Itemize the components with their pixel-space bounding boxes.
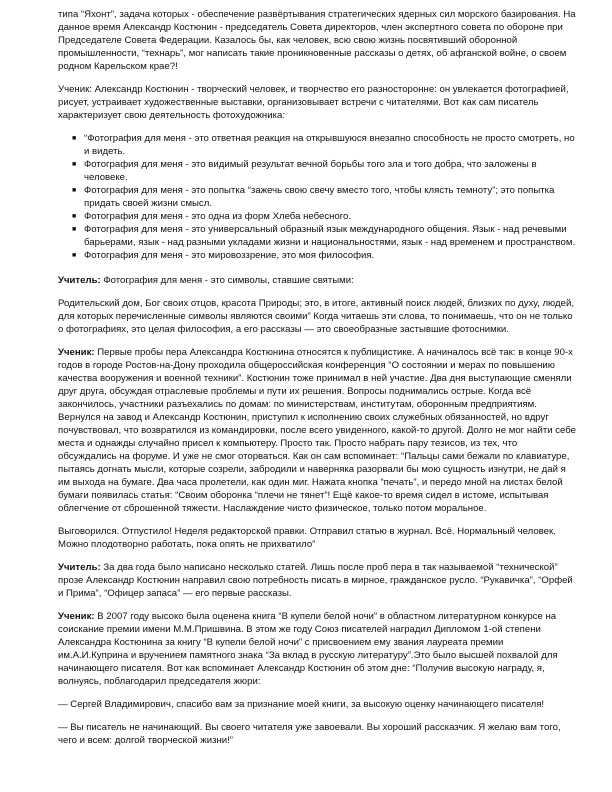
list-item: ■ Фотография для меня - это попытка “зажечь свою свечу вместо того, чтобы клясть темноту”; это попытка придать своей жизни смысл.	[72, 184, 576, 210]
paragraph-dialogue-reply: — Вы писатель не начинающий. Вы своего читателя уже завоевали. Вы хороший рассказчик. Я желаю вам того, чего и всем: долгой творческой жизни!”	[58, 722, 561, 746]
paragraph-text: Фотография для меня - это символы, ставшие святыми:	[100, 275, 354, 286]
paragraph-spoke-out: Выговорился. Отпустило! Неделя редакторской правки. Отправил статью в журнал. Всё. Нормальный человек. Можно плодотворно работать, пока опять не прихватило”	[58, 526, 556, 550]
paragraph-student-first-works	[58, 346, 576, 515]
paragraph-teacher-symbols	[58, 274, 576, 287]
paragraph-student-award	[58, 610, 576, 688]
speaker-label: Учитель:	[58, 562, 101, 573]
speaker-label: Ученик:	[58, 611, 95, 622]
paragraph-intro: типа “Яхонт”, задача которых - обеспечение развёртывания стратегических ядерных сил морского базирования. На данное время Александр Костюнин - председатель Совета директоров, член экспертного совета по обороне при Председателе Совета Федерации. Казалось бы, как человек, всю свою жизнь посвятивший оборонной промышленности, “технарь”, мог написать такие проникновенные рассказы о детях, об афганской войне, о своем родном Карельском крае?!	[58, 9, 576, 72]
speaker-label: Ученик:	[58, 347, 95, 358]
bullet-list-photography	[58, 132, 576, 262]
paragraph-student-creative: Ученик: Александр Костюнин - творческий человек, и творчество его разносторонне: он увлекается фотографией, рисует, устраивает художественные выставки, организовывает встречи с читателями. Вот как сам писатель характеризует свою деятельность фотохудожника:	[58, 84, 569, 121]
speaker-label: Учитель:	[58, 275, 101, 286]
paragraph-parents-home: Родительский дом, Бог своих отцов, красота Природы; это, в итоге, активный поиск людей, близких по духу, людей, для которых перечисленные символы являются своими” Когда читаешь эти слова, то понимаешь, что он не только о фотографиях, это целая философия, а его рассказы — это своеобразные застывшие фотоснимки.	[58, 298, 574, 335]
list-item: ■ Фотография для меня - это мировоззрение, это моя философия.	[72, 249, 576, 262]
list-item: ■ Фотография для меня - это универсальный образный язык международного общения. Язык - над речевыми барьерами, язык - над разными укладами жизни и национальностями, язык - над временем и пространством.	[72, 223, 576, 249]
list-item: ■ “Фотография для меня - это ответная реакция на открывшуюся внезапно способность не просто смотреть, но и видеть.	[72, 132, 576, 158]
paragraph-teacher-articles	[58, 561, 576, 600]
paragraph-text: В 2007 году высоко была оценена книга “В купели белой ночи” в областном литературном конкурсе на соискание премии имени М.М.Пришвина. В этом же году Союз писателей наградил Дипломом 1-ой степени Александра Костюнина за книгу “В купели белой ночи” с присвоением ему звания лауреата премии им.А.И.Куприна и вручением памятного знака “За вклад в русскую литературу”.Это было высшей похвалой для начинающего писателя. Вот как вспоминает Александр Костюнин об этом дне: “Получив высокую награду, я, волнуясь, поблагодарил председателя жюри:	[58, 611, 558, 687]
list-item: ■ Фотография для меня - это видимый результат вечной борьбы того зла и того добра, что заложены в человеке.	[72, 158, 576, 184]
paragraph-text: За два года было написано несколько статей. Лишь после проб пера в так называемой “технической” прозе Александр Костюнин направил свою потребность писать в мирное, гражданское русло. “Рукавичка”, “Орфей и Прима”, “Офицер запаса” — его первые рассказы.	[58, 562, 573, 599]
list-item: ■ Фотография для меня - это одна из форм Хлеба небесного.	[72, 210, 576, 223]
paragraph-dialogue-thanks: — Сергей Владимирович, спасибо вам за признание моей книги, за высокую оценку начинающего писателя!	[58, 699, 545, 710]
paragraph-text: Первые пробы пера Александра Костюнина относятся к публицистике. А начиналось всё так: в конце 90-х годов в городе Ростов-на-Дону проходила общероссийская конференция “О состоянии и мерах по повышению качества вооружения и военной техники”. Костюнин тоже принимал в ней участие. Два дня выступающие сменяли друг друга, обсуждая отраслевые проблемы и пути их решения. Вопросы поднимались острые. Когда всё закончилось, участники разъехались по домам: по министерствам, институтам, оборонным предприятиям. Вернулся на завод и Александр Костюнин, приступил к исполнению своих служебных обязанностей, но вдруг почувствовал, что возвратился из командировки, после всего увиденного, какой-то другой. Долго не мог найти себе места и однажды случайно присел к компьютеру. Просто так. Просто набрать пару тезисов, из тех, что обсуждались на форуме. И уже не смог оторваться. Как он сам вспоминает: “Пальцы сами бежали по клавиатуре, пытаясь догнать мысли, которые созрели, забродили и наверняка разорвали бы мою сущность изнутри, не дай я им выхода на бумаге. Два часа пролетели, как один миг. Нажата кнопка “печать”, и передо мной на листах белой бумаги появилась статья: “Своим оборонка “плечи не тянет”! Ещё какое-то время сидел в истоме, испытывая облегчение от сброшенной тяжести. Наслаждение чисто физическое, только потом моральное.	[58, 347, 576, 514]
